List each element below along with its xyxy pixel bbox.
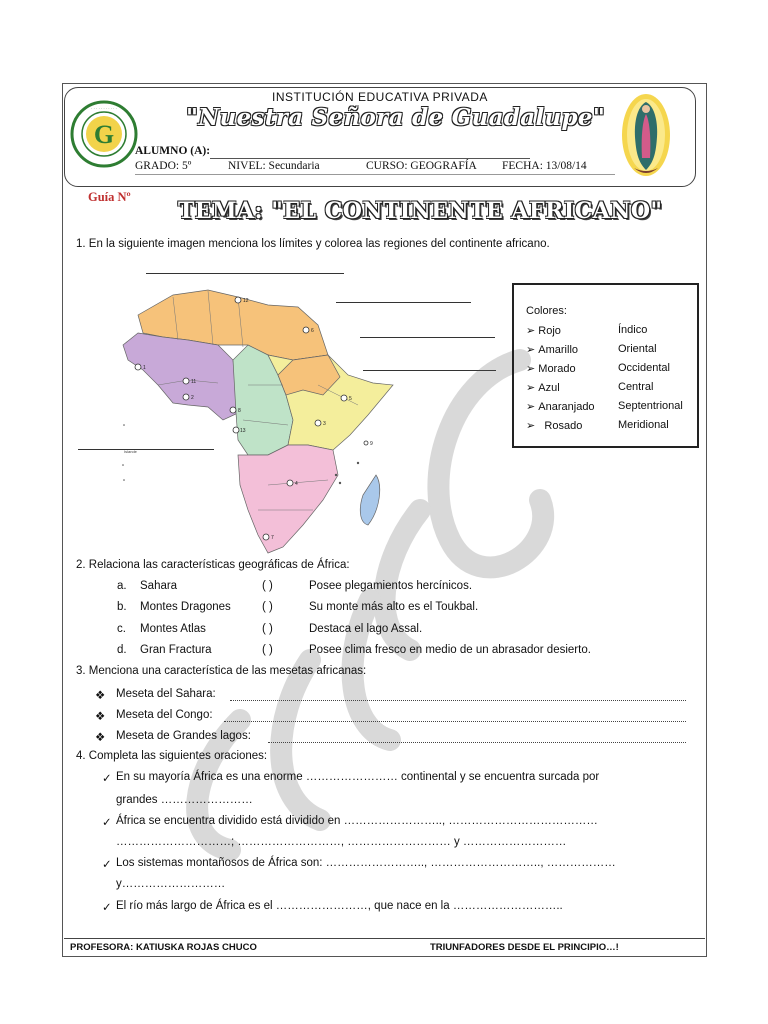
q3-answer-line[interactable] [224,721,686,722]
legend-title: Colores: [526,305,567,317]
school-name: "Nuestra Señora de Guadalupe" [186,104,606,131]
q2-description: Posee clima fresco en medio de un abrasador desierto. [309,644,591,656]
legend-row: ➢ Morado [526,363,576,375]
svg-text:4: 4 [295,481,298,487]
q2-name: Sahara [140,580,178,592]
legend-region: Central [618,381,654,393]
question-4: 4. Completa las siguientes oraciones: [76,750,268,762]
q3-item: Meseta del Congo: [116,709,213,721]
institution-label: INSTITUCIÓN EDUCATIVA PRIVADA [272,90,488,104]
svg-text:Islande: Islande [124,449,137,454]
q2-description: Destaca el lago Assal. [309,623,423,635]
region-south [238,445,338,553]
q2-letter: a. [117,580,127,592]
q3-bullet: ❖ [95,690,106,702]
svg-text:13: 13 [240,428,246,434]
svg-text:6: 6 [311,328,314,334]
grado-label: GRADO: 5º [135,160,192,172]
logo-letter: G [93,120,115,149]
q2-description: Su monte más alto es el Toukbal. [309,601,479,613]
q2-letter: c. [117,623,126,635]
curso-label: CURSO: GEOGRAFÍA [366,160,477,172]
q3-bullet: ❖ [95,732,106,744]
region-west [123,333,238,420]
q2-answer-paren[interactable]: ( ) [262,644,273,656]
svg-text:· · · · · · · · · · ·: · · · · · · · · · · · [91,106,117,111]
q4-sentence-2b: …………………………; ………………………, ……………………… y ……………………… [116,836,567,848]
q2-answer-paren[interactable]: ( ) [262,623,273,635]
footer-motto: TRIUNFADORES DESDE EL PRINCIPIO…! [430,942,619,953]
legend-row: ➢ Rojo [526,325,561,337]
legend-region: Septentrional [618,400,683,412]
q2-name: Gran Fractura [140,644,212,656]
svg-text:2: 2 [191,395,194,401]
q4-check: ✓ [102,902,112,914]
legend-row: ➢ Rosado [526,420,583,432]
alumno-label: ALUMNO (A): [135,145,211,157]
legend-region: Meridional [618,419,669,431]
fecha-label: FECHA: 13/08/14 [502,160,587,172]
svg-text:5: 5 [349,396,352,402]
footer-teacher: PROFESORA: KATIUSKA ROJAS CHUCO [70,942,257,953]
virgin-of-guadalupe-image [620,92,672,178]
q4-sentence-2a: África se encuentra dividido está dividido en …………………….., ………………………………… [116,815,598,827]
legend-row: ➢ Anaranjado [526,401,595,413]
q4-sentence-4: El río más largo de África es el ……………………, que nace en la ……………………….. [116,900,563,912]
q4-sentence-1a: En su mayoría África es una enorme …………………… continental y se encuentra surcada por [116,771,600,783]
legend-row: ➢ Azul [526,382,560,394]
q2-name: Montes Atlas [140,623,206,635]
q3-item: Meseta del Sahara: [116,688,216,700]
q3-bullet: ❖ [95,711,106,723]
svg-text:8: 8 [238,408,241,414]
q2-letter: d. [117,644,127,656]
africa-map [118,285,410,560]
q2-letter: b. [117,601,127,613]
q3-answer-line[interactable] [268,742,686,743]
q3-item: Meseta de Grandes lagos: [116,730,251,742]
q3-answer-line[interactable] [230,700,686,701]
q2-name: Montes Dragones [140,601,231,613]
nivel-label: NIVEL: Secundaria [228,160,320,172]
svg-text:1: 1 [143,365,146,371]
q4-sentence-3b: y……………………… [116,878,226,890]
svg-text:12: 12 [243,298,249,304]
legend-region: Oriental [618,343,657,355]
svg-text:9: 9 [370,441,373,447]
question-1: 1. En la siguiente imagen menciona los límites y colorea las regiones del continente africano. [76,238,550,250]
q2-description: Posee plegamientos hercínicos. [309,580,473,592]
svg-text:7: 7 [271,535,274,541]
q2-answer-paren[interactable]: ( ) [262,601,273,613]
alumno-line [210,158,530,159]
school-logo [70,100,138,168]
question-3: 3. Menciona una característica de las mesetas africanas: [76,665,367,677]
header-bottom-line [135,174,615,175]
q4-check: ✓ [102,859,112,871]
q4-sentence-3a: Los sistemas montañosos de África son: …………………….., ……………………….., ……………… [116,857,616,869]
answer-line-north[interactable] [146,273,344,274]
svg-text:3: 3 [323,421,326,427]
guia-label: Guía Nº [88,190,131,204]
q4-check: ✓ [102,817,112,829]
q2-answer-paren[interactable]: ( ) [262,580,273,592]
q4-sentence-1b: grandes …………………… [116,794,253,806]
svg-text:11: 11 [191,379,197,385]
q4-check: ✓ [102,773,112,785]
legend-region: Occidental [618,362,670,374]
tema-title: TEMA: "EL CONTINENTE AFRICANO" [178,198,663,224]
legend-region: Índico [618,324,648,336]
footer [64,938,705,955]
region-madagascar [360,475,379,525]
colors-legend [512,283,699,448]
question-2: 2. Relaciona las características geográficas de África: [76,559,350,571]
legend-row: ➢ Amarillo [526,344,579,356]
